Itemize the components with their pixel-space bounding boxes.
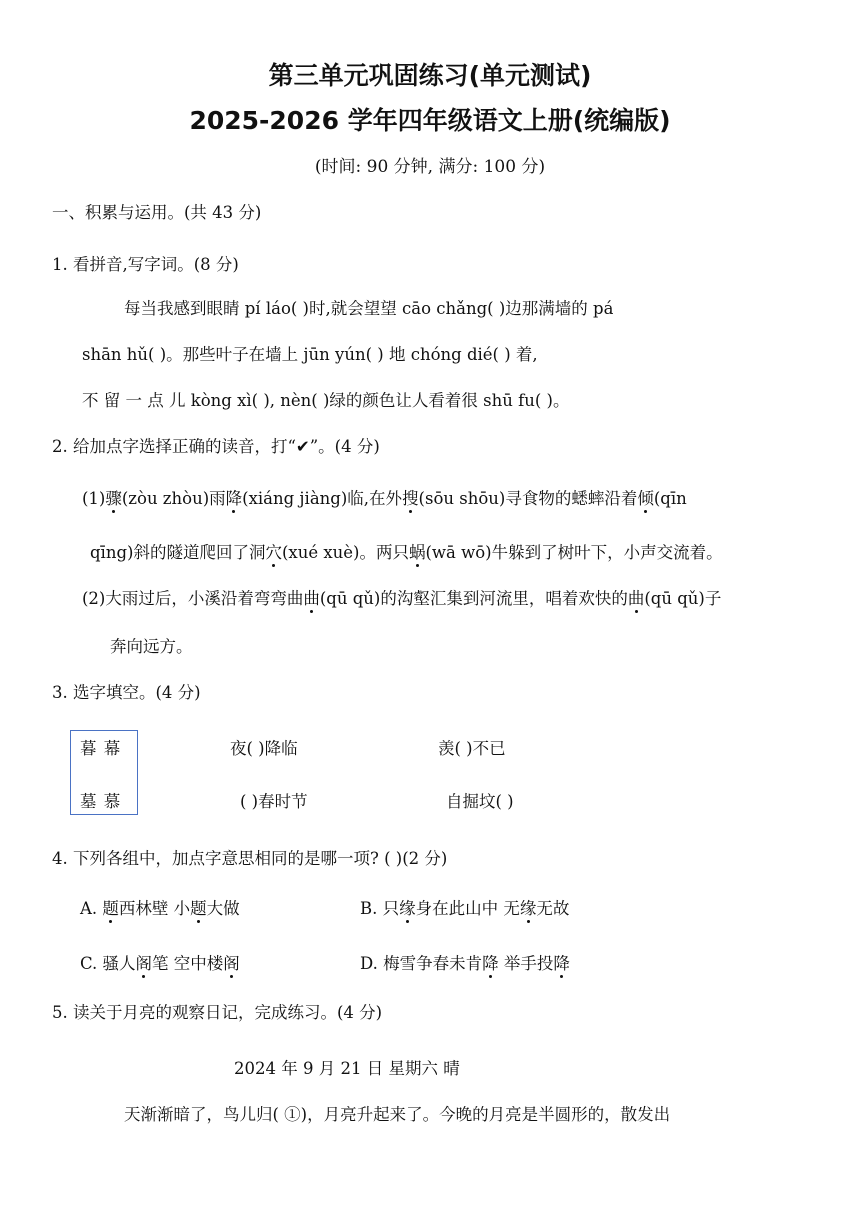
diary-body-line-1: 天渐渐暗了，鸟儿归( ①)，月亮升起来了。今晚的月亮是半圆形的，散发出 xyxy=(124,1105,671,1124)
question-2-part-1-line-1 xyxy=(82,488,687,510)
question-2-part-2-line-2: 奔向远方。 xyxy=(110,637,193,656)
question-3-stem: 3. 选字填空。(4 分) xyxy=(52,683,201,702)
text: (qīn xyxy=(653,489,687,508)
dotted-char: 骤 xyxy=(105,489,122,508)
dotted-char: 缘 xyxy=(399,899,416,918)
question-1-stem: 1. 看拼音,写字词。(8 分) xyxy=(52,255,239,274)
text: A. xyxy=(80,899,103,918)
dotted-char: 降 xyxy=(482,954,499,973)
dotted-char: 蜗 xyxy=(408,543,426,562)
text: C. 骚人 xyxy=(80,954,136,973)
question-2-part-2-line-1 xyxy=(82,588,721,610)
text: (xiáng jiàng)临,在外 xyxy=(242,489,403,508)
question-1-line-1: 每当我感到眼睛 pí láo( )时,就会望望 cāo chǎng( )边那满墙的 pá xyxy=(124,299,614,318)
text: 笔 空中楼 xyxy=(152,954,224,973)
text: (wā wō)牛躲到了树叶下，小声交流着。 xyxy=(425,543,723,562)
text: (zòu zhòu)雨 xyxy=(121,489,226,508)
diary-date-line: 2024 年 9 月 21 日 星期六 晴 xyxy=(234,1059,460,1078)
dotted-char: 穴 xyxy=(265,543,282,562)
fill-item-3: ( )春时节 xyxy=(240,792,308,811)
option-b xyxy=(360,898,569,920)
option-d xyxy=(360,953,570,975)
option-a xyxy=(80,898,240,920)
text: D. 梅雪争春未肯 xyxy=(360,954,483,973)
text: 西林壁 小 xyxy=(118,899,191,918)
fill-item-1: 夜( )降临 xyxy=(230,739,298,758)
question-2-stem: 2. 给加点字选择正确的读音，打“✔”。(4 分) xyxy=(52,437,380,456)
dotted-char: 曲 xyxy=(627,589,645,608)
text: qīng)斜的隧道爬回了洞 xyxy=(90,543,266,562)
dotted-char: 阁 xyxy=(135,954,153,973)
question-5-stem: 5. 读关于月亮的观察日记，完成练习。(4 分) xyxy=(52,1003,383,1022)
question-4-stem: 4. 下列各组中，加点字意思相同的是哪一项? ( )(2 分) xyxy=(52,849,448,868)
dotted-char: 搜 xyxy=(402,489,419,508)
choice-box-row-2: 墓 慕 xyxy=(80,792,122,811)
fill-item-2: 羡( )不已 xyxy=(438,739,506,758)
text: 大做 xyxy=(206,899,240,918)
question-2-part-1-line-2 xyxy=(90,542,723,564)
text: (qū qǔ)的沟壑汇集到河流里，唱着欢快的 xyxy=(319,589,628,608)
text: 举手投 xyxy=(498,954,554,973)
fill-item-4: 自掘坟( ) xyxy=(446,792,514,811)
dotted-char: 降 xyxy=(553,954,570,973)
text: (2)大雨过后，小溪沿着弯弯曲 xyxy=(82,589,304,608)
dotted-char: 曲 xyxy=(303,589,320,608)
page-title: 第三单元巩固练习(单元测试) xyxy=(268,61,592,90)
choice-box-row-1: 暮 幕 xyxy=(80,739,122,758)
text: B. 只 xyxy=(360,899,400,918)
dotted-char: 倾 xyxy=(637,489,654,508)
question-1-line-3: 不 留 一 点 儿 kòng xì( ), nèn( )绿的颜色让人看着很 shū fu( )。 xyxy=(82,391,570,410)
text: (qū qǔ)子 xyxy=(644,589,722,608)
text: (xué xuè)。两只 xyxy=(281,543,409,562)
dotted-char: 阁 xyxy=(223,954,240,973)
section-heading: 一、积累与运用。(共 43 分) xyxy=(52,203,262,222)
exam-time-info: (时间: 90 分钟, 满分: 100 分) xyxy=(314,157,546,177)
dotted-char: 题 xyxy=(190,899,207,918)
question-1-line-2: shān hǔ( )。那些叶子在墙上 jūn yún( ) 地 chóng dié( ) 着, xyxy=(82,345,538,364)
dotted-char: 题 xyxy=(102,899,119,918)
option-c xyxy=(80,953,240,975)
dotted-char: 缘 xyxy=(519,899,537,918)
text: 身在此山中 无 xyxy=(415,899,520,918)
page-subtitle: 2025-2026 学年四年级语文上册(统编版) xyxy=(189,106,671,135)
text: (sōu shōu)寻食物的蟋蟀沿着 xyxy=(418,489,638,508)
text: 无故 xyxy=(536,899,570,918)
text: (1) xyxy=(82,489,106,508)
dotted-char: 降 xyxy=(225,489,243,508)
